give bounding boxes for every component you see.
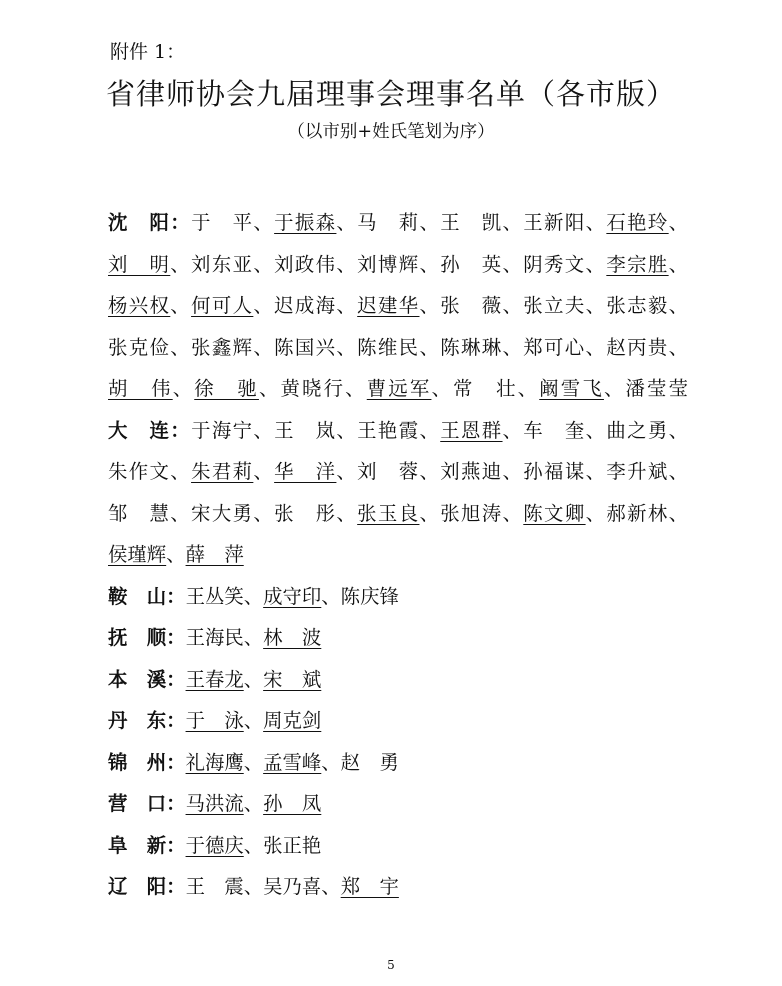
member-names: 朱作文、: [108, 460, 192, 483]
member-names: 、: [243, 792, 264, 815]
list-line: [108, 783, 688, 825]
member-name-underlined: 徐 驰: [194, 377, 259, 400]
city-label: 丹 东：: [108, 709, 186, 732]
list-line: [108, 534, 688, 576]
list-line: [108, 202, 688, 244]
member-name-underlined: 石艳玲: [606, 211, 669, 234]
member-name-underlined: 朱君莉: [191, 460, 254, 483]
member-name-underlined: 华 洋: [274, 460, 337, 483]
member-name-underlined: 李宗胜: [606, 252, 669, 276]
member-name-underlined: 周克剑: [263, 709, 322, 732]
member-names: 、迟成海、: [253, 294, 358, 317]
member-name-underlined: 迟建华: [357, 294, 420, 317]
member-name-underlined: 张玉良: [357, 501, 420, 525]
attachment-label: 附件 1：: [110, 41, 186, 63]
list-line: [108, 742, 688, 784]
member-names: 、: [668, 252, 689, 276]
member-name-underlined: 胡 伟: [108, 377, 173, 400]
member-names: 、: [243, 750, 264, 774]
member-name-underlined: 于振森: [274, 211, 337, 234]
member-names: 、刘 蓉、刘燕迪、孙福谋、李升斌、: [336, 460, 689, 483]
member-list: [108, 202, 688, 908]
member-name-underlined: 陈文卿: [523, 501, 586, 525]
list-line: [108, 285, 688, 327]
member-names: 、: [172, 377, 195, 400]
member-names: 于 平、: [191, 211, 275, 234]
member-names: 、: [253, 460, 275, 483]
member-names: 张克俭、张鑫辉、陈国兴、陈维民、陈琳琳、郑可心、赵丙贵、: [108, 335, 688, 359]
city-label: 阜 新：: [108, 833, 186, 857]
member-name-underlined: 薛 萍: [185, 543, 244, 566]
member-names: 、赵 勇: [321, 750, 399, 774]
list-line: [108, 659, 688, 701]
member-names: 、: [668, 211, 689, 234]
member-names: 、常 壮、: [431, 377, 540, 400]
member-name-underlined: 刘 明: [108, 252, 171, 276]
city-label: 抚 顺：: [108, 626, 186, 649]
list-line: [108, 493, 688, 535]
member-names: 、刘东亚、刘政伟、刘博辉、孙 英、阴秀文、: [170, 252, 607, 276]
member-names: 、张 薇、张立夫、张志毅、: [419, 294, 689, 317]
member-names: 、车 奎、曲之勇、: [502, 418, 689, 442]
member-names: 、: [243, 667, 264, 691]
city-label: 大 连：: [108, 418, 192, 442]
member-name-underlined: 王春龙: [185, 667, 244, 691]
member-names: 、: [243, 709, 264, 732]
member-name-underlined: 曹远军: [366, 377, 432, 400]
member-names: 、马 莉、王 凯、王新阳、: [336, 211, 607, 234]
member-name-underlined: 于 泳: [185, 709, 244, 732]
member-name-underlined: 马洪流: [185, 792, 244, 815]
member-names: 王海民、: [185, 626, 264, 649]
member-name-underlined: 于德庆: [185, 833, 244, 857]
city-label: 沈 阳：: [108, 211, 192, 234]
member-name-underlined: 王恩群: [440, 418, 503, 442]
city-label: 本 溪：: [108, 667, 186, 691]
member-name-underlined: 杨兴权: [108, 294, 171, 317]
list-line: [108, 866, 688, 908]
city-label: 鞍 山：: [108, 584, 186, 608]
member-name-underlined: 阚雪飞: [539, 377, 604, 400]
member-names: 邹 慧、宋大勇、张 彤、: [108, 501, 358, 525]
member-name-underlined: 孟雪峰: [263, 750, 322, 774]
city-label: 营 口：: [108, 792, 186, 815]
member-names: 、陈庆锋: [321, 584, 399, 608]
list-line: [108, 368, 688, 410]
list-line: [108, 244, 688, 286]
list-line: [108, 825, 688, 867]
page-number: 5: [387, 958, 395, 972]
member-name-underlined: 郑 宇: [340, 875, 399, 898]
member-names: 于海宁、王 岚、王艳霞、: [191, 418, 441, 442]
document-subtitle: （以市别+姓氏笔划为序）: [287, 122, 495, 142]
list-line: [108, 700, 688, 742]
member-names: 、郝新林、: [585, 501, 689, 525]
member-name-underlined: 孙 凤: [263, 792, 322, 815]
member-name-underlined: 宋 斌: [263, 667, 322, 691]
member-names: 、潘莹莹: [603, 377, 689, 400]
member-names: 、: [166, 543, 186, 566]
document-title: 省律师协会九届理事会理事名单（各市版）: [105, 77, 676, 111]
city-label: 锦 州：: [108, 750, 186, 774]
member-names: 王 震、吴乃喜、: [185, 875, 341, 898]
list-line: [108, 327, 688, 369]
list-line: [108, 451, 688, 493]
member-name-underlined: 成守印: [263, 584, 322, 608]
list-line: [108, 617, 688, 659]
member-names: 、张旭涛、: [419, 501, 524, 525]
list-line: [108, 410, 688, 452]
list-line: [108, 576, 688, 618]
member-names: 王丛笑、: [185, 584, 264, 608]
member-name-underlined: 侯瑾辉: [108, 543, 167, 566]
city-label: 辽 阳：: [108, 875, 186, 898]
member-name-underlined: 何可人: [191, 294, 254, 317]
member-names: 、: [170, 294, 192, 317]
member-names: 、黄晓行、: [258, 377, 367, 400]
member-name-underlined: 林 波: [263, 626, 322, 649]
member-names: 、张正艳: [243, 833, 322, 857]
member-name-underlined: 礼海鹰: [185, 750, 244, 774]
